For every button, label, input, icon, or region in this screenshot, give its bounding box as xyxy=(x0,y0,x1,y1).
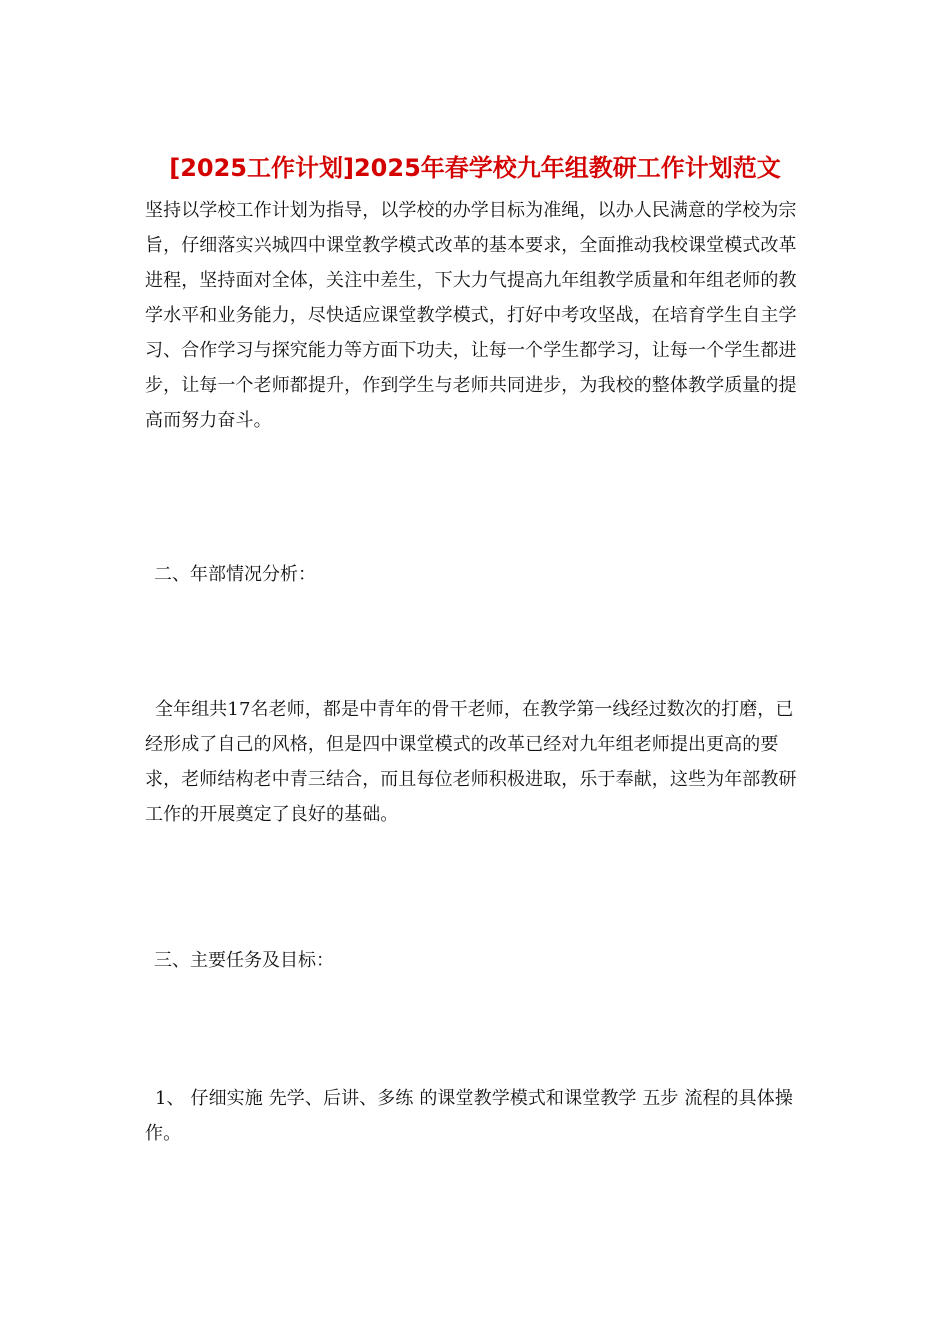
document-title: [2025工作计划]2025年春学校九年组教研工作计划范文 xyxy=(169,154,781,182)
section-heading-tasks: 三、主要任务及目标： xyxy=(154,950,334,971)
section-heading-analysis: 二、年部情况分析： xyxy=(154,564,316,585)
intro-paragraph: 坚持以学校工作计划为指导，以学校的办学目标为准绳，以办人民满意的学校为宗旨，仔细落实兴城四中课堂教学模式改革的基本要求，全面推动我校课堂模式改革进程，坚持面对全体，关注中差生，下大力气提高九年组教学质量和年组老师的教学水平和业务能力，尽快适应课堂教学模式，打好中考攻坚战，在培育学生自主学习、合作学习与探究能力等方面下功夫，让每一个学生都学习，让每一个学生都进步，让每一个老师都提升，作到学生与老师共同进步，为我校的整体教学质量的提高而努力奋斗。 xyxy=(145,200,797,431)
analysis-paragraph: 全年组共17名老师，都是中青年的骨干老师，在教学第一线经过数次的打磨，已经形成了自己的风格，但是四中课堂模式的改革已经对九年组老师提出更高的要求，老师结构老中青三结合，而且每位老师积极进取，乐于奉献，这些为年部教研工作的开展奠定了良好的基础。 xyxy=(145,699,797,825)
task-item-1: 1、 仔细实施 先学、后讲、多练 的课堂教学模式和课堂教学 五步 流程的具体操作。 xyxy=(145,1088,793,1144)
